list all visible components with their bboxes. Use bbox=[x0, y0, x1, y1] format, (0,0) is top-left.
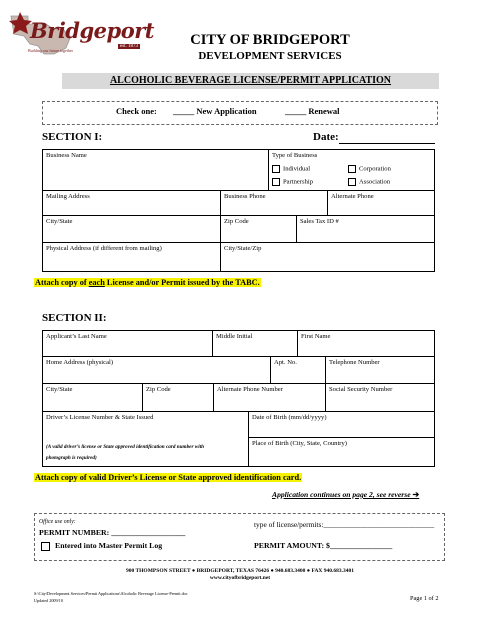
business-phone-label: Business Phone bbox=[224, 193, 266, 200]
logo-tagline: Building our future together bbox=[28, 48, 73, 53]
check-one-label: Check one: bbox=[116, 106, 157, 116]
business-name-label: Business Name bbox=[46, 152, 87, 159]
partnership-label: Partnership bbox=[283, 178, 314, 186]
office-use-label: Office use only: bbox=[39, 519, 76, 525]
apt-no-field[interactable] bbox=[270, 356, 326, 384]
section-2-title: SECTION II: bbox=[42, 312, 107, 324]
applicant-zip-code-field[interactable] bbox=[142, 383, 214, 412]
dl-note-line-1: (A valid driver’s license or State approved identification card number with bbox=[46, 444, 205, 450]
permit-amount-field[interactable]: PERMIT AMOUNT: $________________ bbox=[254, 541, 393, 550]
middle-initial-field[interactable] bbox=[212, 330, 298, 357]
last-name-label: Applicant’s Last Name bbox=[46, 333, 107, 340]
checkbox-icon bbox=[272, 178, 280, 186]
continues-text: Application continues on page 2, see reverse bbox=[272, 490, 411, 499]
master-log-label: Entered into Master Permit Log bbox=[55, 541, 163, 550]
arrow-right-icon: ➔ bbox=[412, 490, 420, 499]
alternate-phone-field[interactable] bbox=[327, 190, 435, 216]
sales-tax-id-field[interactable] bbox=[296, 215, 435, 243]
city-state-zip-field[interactable] bbox=[220, 242, 435, 272]
apt-no-label: Apt. No. bbox=[274, 359, 297, 366]
corporation-option[interactable] bbox=[348, 165, 391, 173]
ssn-label: Social Security Number bbox=[329, 386, 393, 393]
date-field[interactable] bbox=[339, 143, 435, 144]
date-of-birth-label: Date of Birth (mm/dd/yyyy) bbox=[252, 414, 327, 421]
logo-est: est. 1873 bbox=[120, 44, 139, 49]
check-one-box bbox=[42, 101, 438, 125]
mailing-address-label: Mailing Address bbox=[46, 193, 90, 200]
form-title: ALCOHOLIC BEVERAGE LICENSE/PERMIT APPLICATION bbox=[62, 73, 439, 89]
city-state-field[interactable] bbox=[42, 215, 221, 243]
telephone-label: Telephone Number bbox=[329, 359, 380, 366]
last-name-field[interactable] bbox=[42, 330, 213, 357]
alt-phone-number-label: Alternate Phone Number bbox=[217, 386, 283, 393]
association-option[interactable] bbox=[348, 178, 390, 186]
physical-address-field[interactable] bbox=[42, 242, 221, 272]
city-state-zip-label: City/State/Zip bbox=[224, 245, 262, 252]
permit-number-field[interactable]: PERMIT NUMBER: ___________________ bbox=[39, 528, 186, 537]
association-label: Association bbox=[359, 178, 391, 186]
applicant-city-state-label: City/State bbox=[46, 386, 73, 393]
city-state-label: City/State bbox=[46, 218, 73, 225]
updated-date: Updated 2009/10 bbox=[34, 598, 63, 603]
checkbox-icon bbox=[41, 542, 50, 551]
logo-wordmark: Bridgeport bbox=[30, 18, 154, 43]
ssn-field[interactable] bbox=[325, 383, 435, 412]
mailing-address-field[interactable] bbox=[42, 190, 221, 216]
drivers-license-label: Driver’s License Number & State Issued bbox=[46, 414, 154, 421]
place-of-birth-label: Place of Birth (City, State, Country) bbox=[252, 440, 347, 447]
zip-code-field[interactable] bbox=[220, 215, 297, 243]
corporation-label: Corporation bbox=[359, 165, 391, 173]
office-use-box bbox=[34, 513, 445, 561]
new-application-option[interactable]: _____ New Application bbox=[173, 106, 257, 116]
type-of-business-label: Type of Business bbox=[272, 152, 318, 159]
footer-website: www.cityofbridgeport.net bbox=[209, 575, 271, 581]
zip-code-label: Zip Code bbox=[224, 218, 249, 225]
attach-note-post: License and/or Permit issued by the TABC. bbox=[104, 278, 260, 287]
file-path: S:\City\Development Services\Permit Applications\Alcoholic Beverage License-Permit.doc bbox=[34, 591, 188, 596]
page-number: Page 1 of 2 bbox=[410, 595, 439, 602]
type-of-business-field bbox=[268, 149, 435, 191]
checkbox-icon bbox=[348, 178, 356, 186]
attach-license-note bbox=[34, 278, 261, 287]
individual-option[interactable] bbox=[272, 165, 310, 173]
alt-phone-number-field[interactable] bbox=[213, 383, 326, 412]
individual-label: Individual bbox=[283, 165, 311, 173]
physical-address-label: Physical Address (if different from mailing) bbox=[46, 245, 162, 252]
business-phone-field[interactable] bbox=[220, 190, 328, 216]
home-address-label: Home Address (physical) bbox=[46, 359, 114, 366]
drivers-license-field[interactable] bbox=[42, 411, 249, 467]
footer-address: 900 THOMPSON STREET ● BRIDGEPORT, TEXAS 76426 ● 940.683.3400 ● FAX 940.683.3401 bbox=[125, 568, 355, 574]
license-type-field[interactable]: type of license/permits:______________________________ bbox=[254, 520, 435, 529]
middle-initial-label: Middle Initial bbox=[216, 333, 253, 340]
continues-note bbox=[272, 490, 419, 499]
business-name-field[interactable] bbox=[42, 149, 269, 191]
dl-note-line-2: photograph is required) bbox=[46, 455, 97, 461]
master-log-checkbox[interactable] bbox=[41, 541, 162, 551]
section-1-title: SECTION I: bbox=[42, 131, 103, 143]
city-name: CITY OF BRIDGEPORT bbox=[190, 32, 350, 48]
checkbox-icon bbox=[348, 165, 356, 173]
sales-tax-id-label: Sales Tax ID # bbox=[300, 218, 339, 225]
checkbox-icon bbox=[272, 165, 280, 173]
home-address-field[interactable] bbox=[42, 356, 271, 384]
date-of-birth-field[interactable] bbox=[248, 411, 435, 438]
attach-note-pre: Attach copy of bbox=[35, 278, 89, 287]
first-name-label: First Name bbox=[301, 333, 331, 340]
applicant-zip-code-label: Zip Code bbox=[146, 386, 171, 393]
applicant-city-state-field[interactable] bbox=[42, 383, 143, 412]
attach-note-each: each bbox=[88, 278, 105, 287]
place-of-birth-field[interactable] bbox=[248, 437, 435, 467]
renewal-option[interactable]: _____ Renewal bbox=[285, 106, 340, 116]
telephone-field[interactable] bbox=[325, 356, 435, 384]
alternate-phone-label: Alternate Phone bbox=[331, 193, 374, 200]
date-label: Date: bbox=[313, 131, 339, 143]
department-name: DEVELOPMENT SERVICES bbox=[198, 50, 342, 62]
first-name-field[interactable] bbox=[297, 330, 435, 357]
partnership-option[interactable] bbox=[272, 178, 313, 186]
attach-id-note: Attach copy of valid Driver’s License or State approved identification card. bbox=[35, 473, 302, 482]
